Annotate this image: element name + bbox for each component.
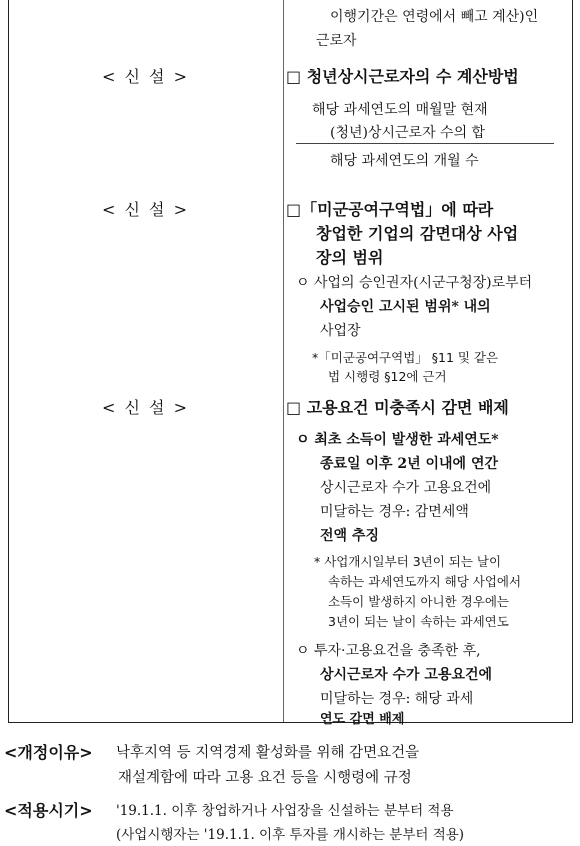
bullet1-line3: 상시근로자 수가 고용요건에 xyxy=(320,480,492,496)
column-divider xyxy=(283,0,284,722)
bullet-approval-line2: 사업승인 고시된 범위* 내의 xyxy=(320,299,491,315)
bullet-approval-line3: 사업장 xyxy=(320,323,361,339)
denominator: 해당 과세연도의 개월 수 xyxy=(330,153,479,169)
note-law-line1: *「미군공여구역법」 §11 및 같은 xyxy=(312,350,499,365)
new-label-2: < 신 설 > xyxy=(102,200,189,219)
top-text-line1: 이행기간은 연령에서 빼고 계산)인 xyxy=(330,9,539,25)
revision-reason-label: <개정이유> xyxy=(4,743,93,762)
section-title-youth-count: □ 청년상시근로자의 수 계산방법 xyxy=(286,67,519,86)
note-start-line3: 소득이 발생하지 아니한 경우에는 xyxy=(328,594,509,609)
note-law-line2: 법 시행령 §12에 근거 xyxy=(328,369,447,384)
new-label-3: < 신 설 > xyxy=(102,398,189,417)
numerator-line1: 해당 과세연도의 매월말 현재 xyxy=(312,102,488,118)
bullet2-line3: 미달하는 경우: 해당 과세 xyxy=(320,691,474,707)
new-label-1: < 신 설 > xyxy=(102,67,189,86)
bullet1-line2: 종료일 이후 2년 이내에 연간 xyxy=(320,456,499,472)
top-text-line2: 근로자 xyxy=(316,33,357,49)
note-start-line4: 3년이 되는 날이 속하는 과세연도 xyxy=(328,614,509,629)
bullet2-line2: 상시근로자 수가 고용요건에 xyxy=(320,667,493,683)
revision-reason-line2: 재설계함에 따라 고용 요건 등을 시행령에 규정 xyxy=(118,770,412,786)
effective-date-line1: '19.1.1. 이후 창업하거나 사업장을 신설하는 분부터 적용 xyxy=(116,803,454,819)
bullet-approval-line1: ㅇ 사업의 승인권자(시군구청장)로부터 xyxy=(296,275,533,291)
effective-date-label: <적용시기> xyxy=(4,801,93,820)
numerator-line2: (청년)상시근로자 수의 합 xyxy=(330,125,486,141)
bullet2-line1: ㅇ 투자·고용요건을 충족한 후, xyxy=(296,643,481,659)
bullet2-line4: 연도 감면 배제 xyxy=(320,712,405,727)
section-title-military-zone: □「미군공여구역법」에 따라 xyxy=(286,200,494,219)
section-title-employment: □ 고용요건 미충족시 감면 배제 xyxy=(286,398,509,417)
section-title-line2: 창업한 기업의 감면대상 사업 xyxy=(316,224,519,243)
note-start-line2: 속하는 과세연도까지 해당 사업에서 xyxy=(328,574,522,589)
effective-date-line2: (사업시행자는 '19.1.1. 이후 투자를 개시하는 분부터 적용) xyxy=(116,827,465,843)
bullet1-line1: ㅇ 최초 소득이 발생한 과세연도* xyxy=(296,432,499,448)
bullet1-line5: 전액 추징 xyxy=(320,528,379,544)
bullet1-line4: 미달하는 경우: 감면세액 xyxy=(320,504,469,520)
revision-reason-line1: 낙후지역 등 지역경제 활성화를 위해 감면요건을 xyxy=(116,745,420,761)
fraction-line xyxy=(296,143,554,144)
note-start-line1: * 사업개시일부터 3년이 되는 날이 xyxy=(314,554,502,569)
section-title-line3: 장의 범위 xyxy=(316,248,384,267)
